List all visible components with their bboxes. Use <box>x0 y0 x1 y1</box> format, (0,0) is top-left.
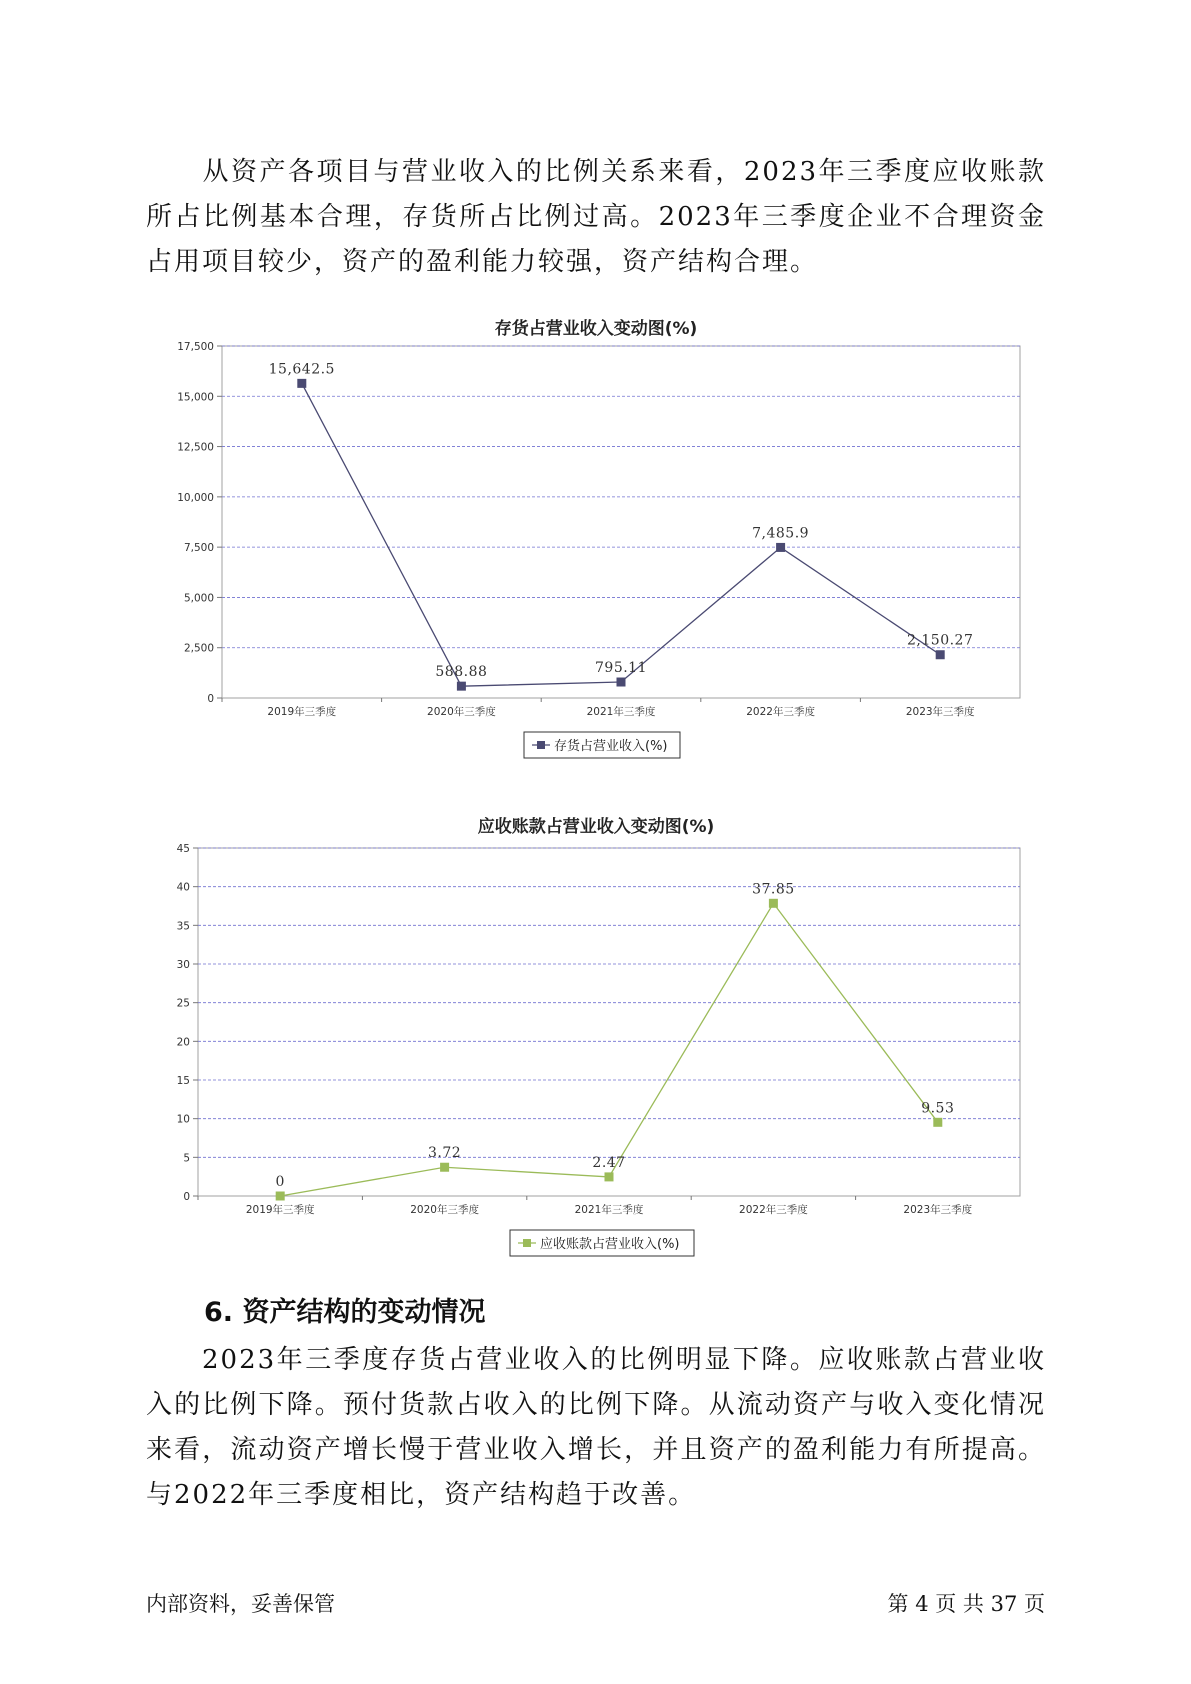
x-tick-label: 2020年三季度 <box>427 706 496 718</box>
data-point <box>276 1192 285 1201</box>
data-point <box>440 1163 449 1172</box>
data-point <box>936 650 945 659</box>
receivables-ratio-chart <box>0 808 1191 1268</box>
data-point <box>457 682 466 691</box>
y-tick-label: 25 <box>176 997 190 1010</box>
y-tick-label: 12,500 <box>177 441 214 454</box>
data-label: 2.47 <box>592 1154 626 1171</box>
y-tick-label: 5,000 <box>183 592 214 605</box>
data-point <box>617 678 626 687</box>
structure-change-paragraph: 2023年三季度存货占营业收入的比例明显下降。应收账款占营业收入的比例下降。预付货款占收入的比例下降。从流动资产与收入变化情况来看，流动资产增长慢于营业收入增长，并且资产的盈利能力有所提高。与2022年三季度相比，资产结构趋于改善。 <box>146 1345 1046 1510</box>
y-tick-label: 7,500 <box>183 542 214 555</box>
data-label: 9.53 <box>921 1100 955 1117</box>
data-point <box>297 379 306 388</box>
inventory-ratio-chart <box>0 310 1191 770</box>
x-tick-label: 2019年三季度 <box>267 706 337 718</box>
data-label: 0 <box>275 1174 285 1190</box>
x-tick-label: 2023年三季度 <box>903 1204 973 1216</box>
line-chart-svg <box>0 310 1191 770</box>
data-label: 2,150.27 <box>907 632 974 649</box>
data-label: 15,642.5 <box>268 361 335 378</box>
data-point <box>605 1172 614 1181</box>
data-label: 7,485.9 <box>752 525 810 542</box>
legend-marker <box>523 1239 531 1247</box>
y-tick-label: 0 <box>207 693 214 705</box>
section-heading: 6. 资产结构的变动情况 <box>204 1297 486 1328</box>
y-tick-label: 30 <box>176 959 190 971</box>
legend-label: 存货占营业收入(%) <box>554 739 668 754</box>
y-tick-label: 10,000 <box>177 491 214 504</box>
x-tick-label: 2021年三季度 <box>586 706 656 718</box>
y-tick-label: 5 <box>183 1152 190 1165</box>
y-tick-label: 15 <box>176 1075 190 1087</box>
legend-label: 应收账款占营业收入(%) <box>540 1237 680 1252</box>
plot-area <box>222 346 1020 698</box>
chart-title: 存货占营业收入变动图(%) <box>494 319 698 339</box>
y-tick-label: 10 <box>176 1113 190 1126</box>
y-tick-label: 2,500 <box>183 642 214 655</box>
footer-confidential: 内部资料，妥善保管 <box>146 1592 335 1616</box>
x-tick-label: 2022年三季度 <box>739 1204 808 1216</box>
footer-page-number: 第 4 页 共 37 页 <box>887 1592 1045 1616</box>
data-point <box>933 1118 942 1127</box>
x-tick-label: 2022年三季度 <box>746 706 815 718</box>
data-point <box>776 543 785 552</box>
data-label: 588.88 <box>435 664 488 681</box>
y-tick-label: 45 <box>176 843 190 855</box>
y-tick-label: 35 <box>176 920 190 933</box>
x-tick-label: 2019年三季度 <box>245 1204 315 1216</box>
data-label: 3.72 <box>428 1145 462 1162</box>
y-tick-label: 17,500 <box>177 341 214 353</box>
x-tick-label: 2023年三季度 <box>905 706 975 718</box>
y-tick-label: 15,000 <box>177 391 214 404</box>
y-tick-label: 0 <box>183 1191 190 1203</box>
data-label: 37.85 <box>752 881 795 898</box>
legend-marker <box>537 741 545 749</box>
intro-paragraph: 从资产各项目与营业收入的比例关系来看，2023年三季度应收账款所占比例基本合理，存货所占比例过高。2023年三季度企业不合理资金占用项目较少，资产的盈利能力较强，资产结构合理。 <box>146 157 1046 277</box>
x-tick-label: 2021年三季度 <box>574 1204 644 1216</box>
data-point <box>769 899 778 908</box>
x-tick-label: 2020年三季度 <box>410 1204 479 1216</box>
chart-title: 应收账款占营业收入变动图(%) <box>477 817 715 837</box>
y-tick-label: 40 <box>176 881 190 894</box>
y-tick-label: 20 <box>176 1036 190 1049</box>
plot-area <box>198 848 1020 1196</box>
line-chart-svg <box>0 808 1191 1268</box>
data-label: 795.11 <box>595 660 647 677</box>
